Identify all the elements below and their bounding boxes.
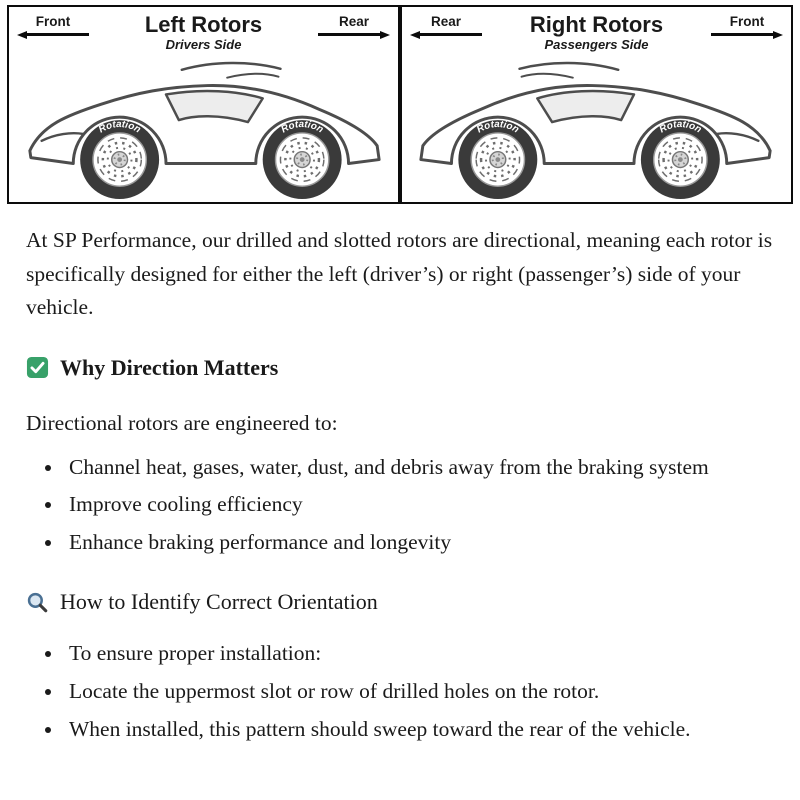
check-icon bbox=[26, 356, 49, 379]
section-heading-how-to-identify bbox=[26, 585, 774, 619]
direction-label-front-left bbox=[17, 14, 89, 39]
left-panel-title-block bbox=[89, 13, 318, 52]
right-panel-header bbox=[402, 7, 791, 52]
panel-title: Right Rotors bbox=[529, 12, 664, 37]
right-car-illustration bbox=[402, 54, 791, 202]
rotation-label: Rotation bbox=[279, 119, 326, 136]
right-panel-title-block bbox=[482, 13, 711, 52]
orientation-list bbox=[26, 637, 774, 746]
panel-subtitle: Drivers Side bbox=[165, 37, 242, 53]
panel-title: Left Rotors bbox=[144, 12, 263, 37]
direction-label-rear-left bbox=[318, 14, 390, 39]
list-item: • To ensure proper installation: bbox=[64, 637, 774, 671]
left-rotors-panel bbox=[7, 5, 400, 204]
right-arrow-icon bbox=[711, 30, 783, 39]
rotation-label: Rotation bbox=[475, 119, 521, 136]
heading-text: Why Direction Matters bbox=[60, 354, 279, 380]
list-item: • Enhance braking performance and longevity bbox=[64, 526, 774, 560]
magnifier-icon bbox=[26, 591, 49, 614]
direction-label-front-right bbox=[711, 14, 783, 39]
list-item: • Improve cooling efficiency bbox=[64, 488, 774, 522]
front-label: Front bbox=[35, 14, 71, 29]
right-arrow-icon bbox=[318, 30, 390, 39]
list-item: • Locate the uppermost slot or row of drilled holes on the rotor. bbox=[64, 675, 774, 709]
right-rotors-panel bbox=[400, 5, 793, 204]
list-item: • Channel heat, gases, water, dust, and debris away from the braking system bbox=[64, 451, 774, 485]
list-item: • When installed, this pattern should sweep toward the rear of the vehicle. bbox=[64, 713, 774, 747]
benefits-list bbox=[26, 451, 774, 560]
panel-subtitle: Passengers Side bbox=[544, 37, 649, 53]
left-arrow-icon bbox=[410, 30, 482, 39]
rear-label: Rear bbox=[338, 14, 370, 29]
article-content bbox=[0, 204, 800, 770]
rear-label: Rear bbox=[430, 14, 462, 29]
front-label: Front bbox=[729, 14, 765, 29]
left-arrow-icon bbox=[17, 30, 89, 39]
rotation-label: Rotation bbox=[657, 119, 704, 136]
left-car-illustration bbox=[9, 54, 398, 202]
left-panel-header bbox=[9, 7, 398, 52]
section-heading-why-direction-matters bbox=[26, 351, 774, 385]
rotor-direction-diagram bbox=[0, 0, 800, 204]
intro-paragraph: At SP Performance, our drilled and slotted rotors are directional, meaning each rotor is specifically designed for either the left (driver’s) or right (passenger’s) side of your vehicle. bbox=[26, 228, 773, 320]
heading-text: How to Identify Correct Orientation bbox=[60, 589, 378, 615]
rotation-label: Rotation bbox=[96, 119, 143, 136]
direction-label-rear-right bbox=[410, 14, 482, 39]
lead-text: Directional rotors are engineered to: bbox=[26, 411, 338, 435]
